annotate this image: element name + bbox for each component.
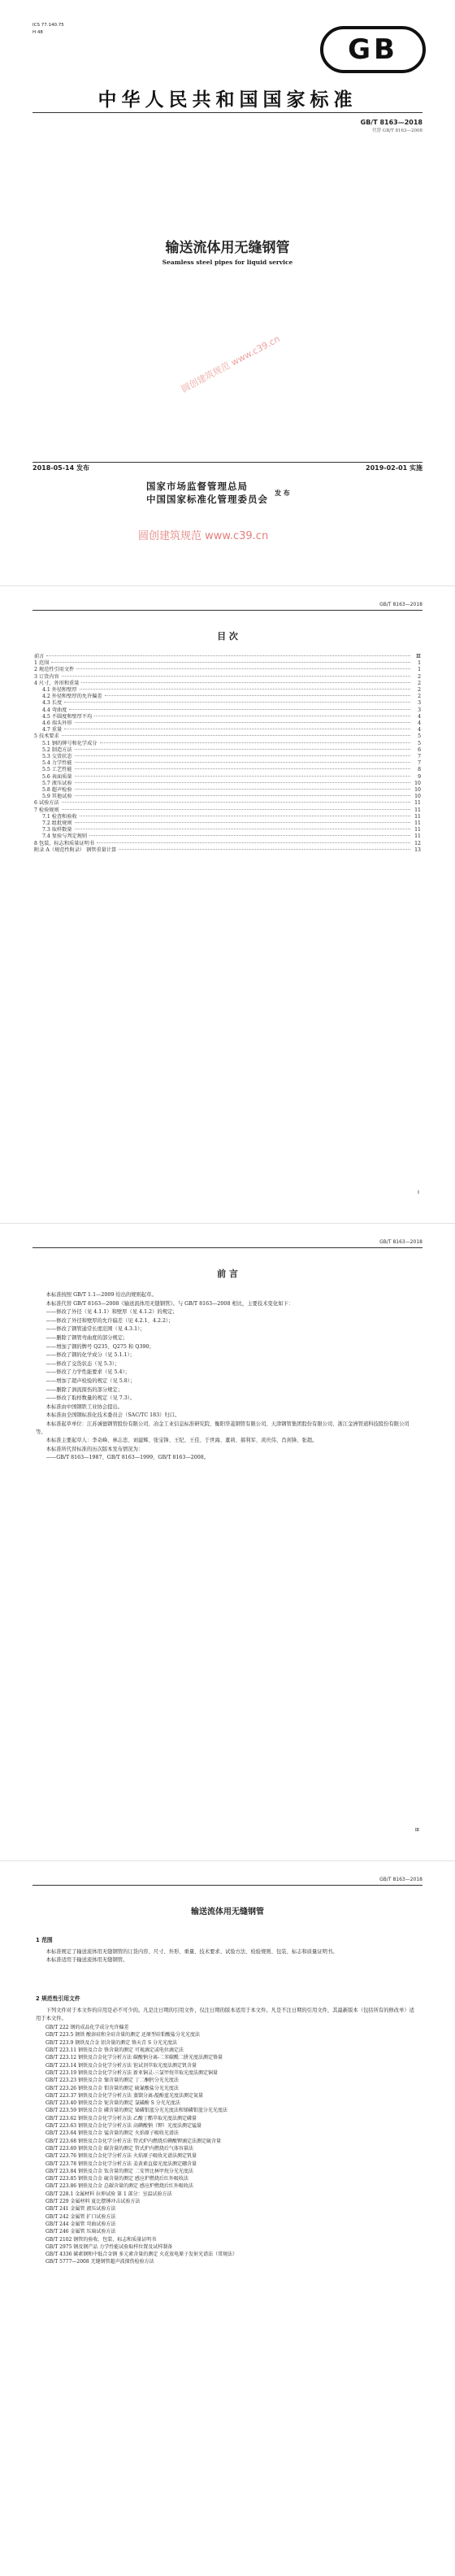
gb-logo <box>320 26 426 73</box>
title-en: Seamless steel pipes for liquid service <box>162 259 293 266</box>
section-text: 本标准适用于输送流体用无缝钢管。 <box>46 1956 128 1963</box>
toc-leader-dots <box>75 722 410 723</box>
normative-reference: GB/T 223.14 钢铁及合金化学分析方法 钽试剂萃取光度法测定钒含量 <box>46 2062 197 2069</box>
toc-entry-label: 7.2 组批规则 <box>42 820 72 827</box>
foreword-paragraph: ——删除了钢管弯曲度的部分规定； <box>46 1334 128 1341</box>
toc-entry-label: 7.1 检查和验收 <box>42 813 77 820</box>
toc-entry[interactable] <box>34 760 421 767</box>
toc-entry-page: 11 <box>414 800 421 807</box>
toc-leader-dots <box>75 776 410 777</box>
normative-reference: GB/T 4336 碳素钢和中低合金钢 多元素含量的测定 火花放电原子发射光谱法（常规法） <box>46 2252 238 2258</box>
standard-title: 中华人民共和国国家标准 <box>98 89 358 111</box>
toc-entry[interactable] <box>34 833 421 840</box>
toc-leader-dots <box>51 662 410 663</box>
normative-reference: GB/T 223.9 钢铁及合金 铝含量的测定 铬天青 S 分光光度法 <box>46 2039 177 2046</box>
issuer-sac: 中国国家标准化管理委员会 <box>146 494 268 505</box>
toc-entry-label: 4.3 长度 <box>42 700 63 707</box>
toc-entry-page: 7 <box>418 754 421 760</box>
toc-leader-dots <box>62 802 410 803</box>
toc-entry-page: Ⅲ <box>416 654 421 659</box>
toc-entry[interactable] <box>34 741 421 747</box>
foreword-paragraph: ——修改了外径和壁厚的允许偏差（见 4.2.1、4.2.2）； <box>46 1317 174 1324</box>
implementation-date: 2019-02-01 实施 <box>366 464 422 472</box>
foreword-paragraph: 本标准代替 GB/T 8163—2008《输送流体用无缝钢管》。与 GB/T 8163—2008 相比，主要技术变化如下： <box>46 1300 294 1307</box>
toc-entry-page: 11 <box>414 833 421 840</box>
toc-leader-dots <box>62 676 410 677</box>
toc-entry-page: 4 <box>418 727 421 733</box>
toc-leader-dots <box>75 782 410 783</box>
toc-entry-label: 2 规范性引用文件 <box>34 667 75 673</box>
toc-leader-dots <box>46 655 410 656</box>
cover-rule-top <box>32 112 422 113</box>
toc-leader-dots <box>75 822 410 823</box>
foreword-body <box>36 1291 419 1463</box>
toc-entry-label: 5.8 超声检验 <box>42 787 72 794</box>
toc-entry[interactable] <box>34 767 421 773</box>
foreword-paragraph: 本标准主要起草人：李奇峰、林志忠、刘建辉、张宝锋、王纪、王佳、于世海、董莉、郝利军、黄庆伟、肖剑锋、张超。 <box>46 1438 318 1444</box>
normative-reference: GB/T 223.40 钢铁及合金 铌含量的测定 氯磺酚 S 分光光度法 <box>46 2100 180 2107</box>
toc-entry-page: 11 <box>414 827 421 833</box>
toc-entry-label: 5.1 钢的牌号和化学成分 <box>42 740 98 746</box>
foreword-paragraph: 本标准由全国钢标准化技术委员会（SAC/TC 183）归口。 <box>46 1412 180 1419</box>
cover-rule-bottom <box>32 462 422 463</box>
toc-leader-dots <box>62 809 410 810</box>
foreword-paragraph: ——增加了钢的牌号 Q235、Q275 和 Q390； <box>46 1343 154 1350</box>
toc-entry[interactable] <box>34 781 421 787</box>
normative-reference: GB/T 223.76 钢铁及合金化学分析方法 火焰原子吸收光谱法测定钒量 <box>46 2153 197 2160</box>
toc-entry[interactable] <box>34 814 421 820</box>
toc-entry-label: 4.7 重量 <box>42 727 63 733</box>
normative-reference: GB/T 2975 钢及钢产品 力学性能试验取样位置及试样制备 <box>46 2243 173 2250</box>
normative-reference: GB/T 223.84 钢铁及合金 钛含量的测定 二安替比林甲烷分光光度法 <box>46 2168 193 2174</box>
toc-entry-label: 5.6 表面质量 <box>42 773 72 780</box>
cover-page <box>0 0 455 586</box>
section-text: 下列文件对于本文件的应用是必不可少的。凡是注日期的引用文件，仅注日期的版本适用于本文件。凡是不注日期的引用文件，其最新版本（包括所有的修改单）适用于本文件。 <box>36 2008 414 2021</box>
toc-entry[interactable] <box>34 827 421 833</box>
toc-entry-page: 3 <box>418 707 421 713</box>
toc-entry-label: 8 包装、标志和质量证明书 <box>34 840 94 846</box>
normative-reference: GB/T 5777—2008 无缝钢管超声波探伤检验方法 <box>46 2259 154 2265</box>
toc-entry-page: 11 <box>414 807 421 813</box>
toc-entry-page: 12 <box>414 840 421 846</box>
issue-date: 2018-05-14 发布 <box>32 464 89 472</box>
toc-entry[interactable] <box>34 847 421 854</box>
foreword-paragraph: ——修改了交货状态（见 5.3）； <box>46 1360 120 1367</box>
toc-entry[interactable] <box>34 687 421 694</box>
gb-logo-text: GB <box>348 33 398 66</box>
toc-entry[interactable] <box>34 707 421 714</box>
toc-entry-label: 4.1 外径和壁厚 <box>42 687 77 694</box>
toc-entry-label: 5.9 其他试验 <box>42 794 72 800</box>
toc-entry-label: 7.3 取样数量 <box>42 827 72 833</box>
toc-entry[interactable] <box>34 720 421 727</box>
normative-reference: GB/T 244 金属管 弯曲试验方法 <box>46 2221 116 2227</box>
toc-entry[interactable] <box>34 727 421 733</box>
toc-page <box>0 587 455 1224</box>
normative-reference: GB/T 223.11 钢铁及合金 铬含量的测定 可视滴定或电位滴定法 <box>46 2047 184 2054</box>
normative-reference: GB/T 223.69 钢铁及合金 碳含量的测定 管式炉内燃烧后气体容量法 <box>46 2145 193 2152</box>
ics-code: ICS 77.140.75 <box>32 23 64 28</box>
toc-entry[interactable] <box>34 787 421 794</box>
page-header: GB/T 8163—2018 <box>379 1877 422 1882</box>
toc-entry-page: 5 <box>418 740 421 746</box>
toc-leader-dots <box>75 795 410 796</box>
section-normative-refs <box>36 1994 419 2266</box>
toc-leader-dots <box>75 768 410 769</box>
toc-list <box>34 654 421 854</box>
section-heading: 2 规范性引用文件 <box>36 1995 80 2002</box>
toc-leader-dots <box>80 689 410 690</box>
foreword-paragraph: 本标准由中国钢铁工业协会提出。 <box>46 1403 124 1410</box>
normative-reference: GB/T 228.1 金属材料 拉伸试验 第 1 部分：室温试验方法 <box>46 2191 172 2197</box>
toc-leader-dots <box>75 749 410 750</box>
section-heading: 1 范围 <box>36 1937 53 1943</box>
toc-leader-dots <box>76 668 410 669</box>
toc-entry-page: 10 <box>414 787 421 794</box>
toc-entry-page: 1 <box>418 667 421 673</box>
foreword-paragraph: 本标准按照 GB/T 1.1—2009 给出的规则起草。 <box>46 1292 157 1298</box>
toc-entry-page: 3 <box>418 700 421 707</box>
toc-entry-page: 7 <box>418 760 421 767</box>
toc-leader-dots <box>75 762 410 763</box>
foreword-paragraph: ——修改了钢管通常长度范围（见 4.3.1）； <box>46 1326 145 1333</box>
foreword-paragraph: 本标准所代替标准的历次版本发布情况为： <box>46 1446 144 1452</box>
toc-entry-page: 10 <box>414 794 421 800</box>
toc-leader-dots <box>100 742 411 743</box>
toc-leader-dots <box>81 682 410 683</box>
toc-entry-label: 4.2 外径和壁厚的允许偏差 <box>42 694 102 700</box>
normative-reference: GB/T 223.62 钢铁及合金化学分析方法 乙酸丁酯萃取光度法测定磷量 <box>46 2115 197 2121</box>
watermark: 圆创建筑规范 www.c39.cn <box>138 530 269 542</box>
normative-reference: GB/T 229 金属材料 夏比摆锤冲击试验方法 <box>46 2199 141 2205</box>
normative-reference: GB/T 2102 钢管的验收、包装、标志和质量证明书 <box>46 2236 157 2243</box>
normative-reference: GB/T 242 金属管 扩口试验方法 <box>46 2213 116 2220</box>
foreword-paragraph: ——修改了力学性能要求（见 5.4）； <box>46 1369 130 1376</box>
toc-leader-dots <box>119 849 410 850</box>
body-page <box>0 1862 455 2576</box>
watermark: 圆创建筑规范 www.c39.cn <box>179 333 282 395</box>
toc-entry[interactable] <box>34 674 421 681</box>
foreword-title: 前 言 <box>217 1268 238 1279</box>
toc-entry-label: 5.3 交货状态 <box>42 754 72 760</box>
toc-entry-page: 1 <box>418 660 421 667</box>
toc-entry[interactable] <box>34 820 421 827</box>
foreword-paragraph: 本标准起草单位：江苏诚德钢管股份有限公司、冶金工业信息标准研究院、衡阳华菱钢管有限公司、天津钢管集团股份有限公司、浙江金洲管道科技股份有限公司等。 <box>36 1421 410 1435</box>
toc-entry-label: 6 试验方法 <box>34 800 59 807</box>
normative-reference: GB/T 222 钢的成品化学成分允许偏差 <box>46 2025 129 2031</box>
toc-entry-page: 10 <box>414 780 421 786</box>
toc-title: 目 次 <box>217 631 238 642</box>
normative-reference: GB/T 223.68 钢铁及合金化学分析方法 管式炉内燃烧后碘酸钾滴定法测定硫含量 <box>46 2138 221 2144</box>
normative-reference: GB/T 223.63 钢铁及合金化学分析方法 高碘酸钠（钾）光度法测定锰量 <box>46 2123 202 2130</box>
toc-leader-dots <box>89 835 410 836</box>
normative-reference: GB/T 223.78 钢铁及合金化学分析方法 姜黄素直接光度法测定硼含量 <box>46 2160 197 2167</box>
toc-leader-dots <box>97 842 410 843</box>
toc-entry-label: 5 技术要求 <box>34 733 59 740</box>
normative-reference: GB/T 223.12 钢铁及合金化学分析方法 碳酸钠分离-二苯碳酰二肼光度法测定铬量 <box>46 2055 223 2061</box>
toc-entry[interactable] <box>34 807 421 814</box>
issue-word: 发 布 <box>275 488 290 497</box>
page-number: Ⅲ <box>414 1828 419 1833</box>
issuer-block <box>146 480 290 506</box>
normative-reference: GB/T 223.59 钢铁及合金 磷含量的测定 铋磷钼蓝分光光度法和锑磷钼蓝分光光度法 <box>46 2108 228 2114</box>
foreword-paragraph: ——增加了超声检验的规定（见 5.8）； <box>46 1377 136 1384</box>
toc-leader-dots <box>75 755 410 756</box>
toc-entry-label: 5.7 液压试验 <box>42 780 72 786</box>
toc-entry-label: 4.5 不圆度和壁厚不均 <box>42 713 93 720</box>
toc-entry-label: 5.2 制造方法 <box>42 746 72 753</box>
toc-entry-label: 附录 A（规范性附录） 钢管重量计算 <box>34 846 117 853</box>
toc-entry[interactable] <box>34 681 421 687</box>
standard-number: GB/T 8163—2018 <box>360 119 422 126</box>
toc-entry-page: 2 <box>418 680 421 686</box>
toc-entry[interactable] <box>34 733 421 740</box>
page-header: GB/T 8163—2018 <box>379 1239 422 1245</box>
foreword-paragraph: ——修改了取样数量的规定（见 7.3）。 <box>46 1395 136 1402</box>
normative-reference: GB/T 246 金属管 压扁试验方法 <box>46 2229 116 2235</box>
toc-entry-label: 7.4 复验与判定规则 <box>42 833 88 840</box>
toc-leader-dots <box>105 695 410 696</box>
toc-entry-label: 4.6 端头外形 <box>42 720 72 727</box>
toc-entry[interactable] <box>34 700 421 707</box>
toc-entry[interactable] <box>34 654 421 660</box>
normative-reference: GB/T 223.86 钢铁及合金 总碳含量的测定 感应炉燃烧后红外吸收法 <box>46 2183 193 2190</box>
toc-entry[interactable] <box>34 660 421 667</box>
toc-entry-page: 11 <box>414 820 421 827</box>
toc-entry-page: 5 <box>418 733 421 740</box>
foreword-paragraph: ——修改了外径（见 4.1.1）和壁厚（见 4.1.2）的规定； <box>46 1309 178 1316</box>
normative-reference: GB/T 223.23 钢铁及合金 镍含量的测定 丁二酮肟分光光度法 <box>46 2078 179 2084</box>
header-rule <box>32 610 422 611</box>
toc-entry-label: 3 订货内容 <box>34 673 59 680</box>
toc-entry[interactable] <box>34 714 421 720</box>
normative-reference: GB/T 241 金属管 液压试验方法 <box>46 2206 116 2213</box>
section-text: 本标准规定了输送流体用无缝钢管的订货内容、尺寸、外形、重量、技术要求、试验方法、检验规则、包装、标志和质量证明书。 <box>46 1949 338 1955</box>
toc-entry-label: 4.4 弯曲度 <box>42 707 67 713</box>
normative-reference: GB/T 223.64 钢铁及合金 锰含量的测定 火焰原子吸收光谱法 <box>46 2130 179 2137</box>
normative-reference: GB/T 223.85 钢铁及合金 硫含量的测定 感应炉燃烧后红外吸收法 <box>46 2176 188 2182</box>
normative-reference: GB/T 223.19 钢铁及合金化学分析方法 新亚铜灵-三氯甲烷萃取光度法测定铜量 <box>46 2069 218 2076</box>
toc-entry-page: 9 <box>418 773 421 780</box>
toc-entry[interactable] <box>34 747 421 754</box>
toc-entry-label: 1 范围 <box>34 660 50 667</box>
toc-entry-label: 5.5 工艺性能 <box>42 767 72 773</box>
toc-entry[interactable] <box>34 667 421 673</box>
title-cn: 输送流体用无缝钢管 <box>165 240 290 256</box>
toc-entry-page: 4 <box>418 713 421 720</box>
toc-entry-page: 2 <box>418 687 421 694</box>
section-scope <box>36 1935 419 1964</box>
toc-entry[interactable] <box>34 841 421 847</box>
body-title: 输送流体用无缝钢管 <box>191 1908 264 1917</box>
foreword-paragraph: ——删除了涡流探伤的部分规定； <box>46 1386 124 1393</box>
toc-entry-page: 2 <box>418 673 421 680</box>
toc-leader-dots <box>64 702 410 703</box>
toc-entry-label: 4 尺寸、外形和重量 <box>34 680 80 686</box>
replaces-note: 代替 GB/T 8163—2008 <box>372 128 422 133</box>
toc-entry-page: 11 <box>414 813 421 820</box>
toc-entry[interactable] <box>34 774 421 781</box>
toc-entry-page: 4 <box>418 720 421 727</box>
toc-leader-dots <box>69 709 410 710</box>
normative-reference: GB/T 223.37 钢铁及合金化学分析方法 蒸馏分离-靛酚蓝光度法测定氮量 <box>46 2092 203 2099</box>
toc-leader-dots <box>75 789 410 790</box>
toc-entry-label: 7 检验规则 <box>34 807 59 813</box>
toc-entry[interactable] <box>34 794 421 800</box>
toc-entry-page: 13 <box>414 846 421 853</box>
page-header: GB/T 8163—2018 <box>379 602 422 607</box>
header-rule <box>32 1885 422 1886</box>
normative-reference: GB/T 223.26 钢铁及合金 钼含量的测定 硫氰酸盐分光光度法 <box>46 2085 179 2091</box>
foreword-page <box>0 1225 455 1861</box>
toc-leader-dots <box>62 735 410 736</box>
toc-entry[interactable] <box>34 754 421 760</box>
foreword-paragraph: ——修改了钢的化学成分（见 5.1.1）； <box>46 1352 135 1359</box>
page-number: Ⅰ <box>417 1190 419 1195</box>
ccs-code: H 48 <box>32 30 43 35</box>
header-rule <box>32 1247 422 1248</box>
toc-entry-label: 前言 <box>34 654 45 659</box>
normative-reference: GB/T 223.5 钢铁 酸溶硅和全硅含量的测定 还原型硅钼酸盐分光光度法 <box>46 2032 201 2039</box>
toc-entry[interactable] <box>34 800 421 807</box>
toc-entry-page: 2 <box>418 694 421 700</box>
toc-entry-page: 8 <box>418 767 421 773</box>
toc-entry-label: 5.4 力学性能 <box>42 760 72 767</box>
toc-entry-page: 6 <box>418 746 421 753</box>
toc-entry[interactable] <box>34 694 421 700</box>
foreword-paragraph: ——GB/T 8163—1987、GB/T 8163—1999、GB/T 8163—2008。 <box>46 1455 210 1461</box>
issuer-samr: 国家市场监督管理总局 <box>146 481 248 492</box>
